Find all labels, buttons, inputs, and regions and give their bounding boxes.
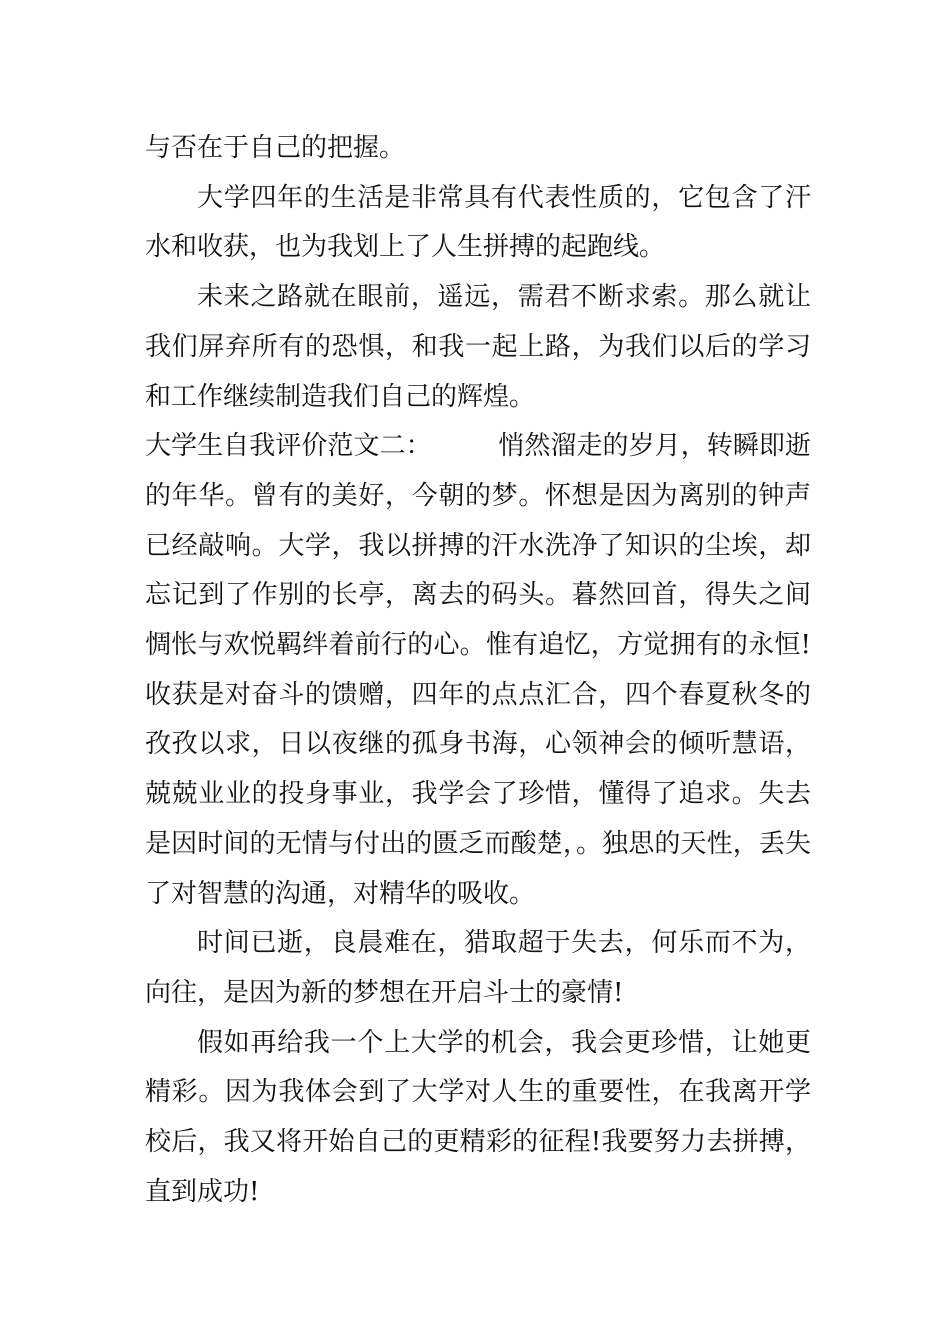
paragraph-2: 大学四年的生活是非常具有代表性质的，它包含了汗水和收获，也为我划上了人生拼搏的起跑线。 [145,182,811,263]
paragraph-6: 假如再给我一个上大学的机会，我会更珍惜，让她更精彩。因为我体会到了大学对人生的重要性，在我离开学校后，我又将开始自己的更精彩的征程!我要努力去拼搏，直到成功! [145,1027,811,1207]
section-two-paragraph [145,422,811,919]
document-body [145,124,811,1217]
section-two-gap [432,431,499,461]
paragraph-1: 与否在于自己的把握。 [145,133,406,163]
section-two-heading: 大学生自我评价范文二： [145,431,432,462]
section-two-text: 悄然溜走的岁月，转瞬即逝的年华。曾有的美好，今朝的梦。怀想是因为离别的钟声已经敲响。大学，我以拼搏的汗水洗净了知识的尘埃，却忘记到了作别的长亭，离去的码头。暮然回首，得失之间惆怅与欢悦羁绊着前行的心。惟有追忆，方觉拥有的永恒!收获是对奋斗的馈赠，四年的点点汇合，四个春夏秋冬的孜孜以求，日以夜继的孤身书海，心领神会的倾听慧语，兢兢业业的投身事业，我学会了珍惜，懂得了追求。失去是因时间的无情与付出的匮乏而酸楚，。独思的天性，丢失了对智慧的沟通，对精华的吸收。 [145,431,811,909]
paragraph-3: 未来之路就在眼前，遥远，需君不断求索。那么就让我们屏弃所有的恐惧，和我一起上路，为我们以后的学习和工作继续制造我们自己的辉煌。 [145,282,811,412]
paragraph-5: 时间已逝，良晨难在，猎取超于失去，何乐而不为，向往，是因为新的梦想在开启斗士的豪情! [145,928,811,1008]
